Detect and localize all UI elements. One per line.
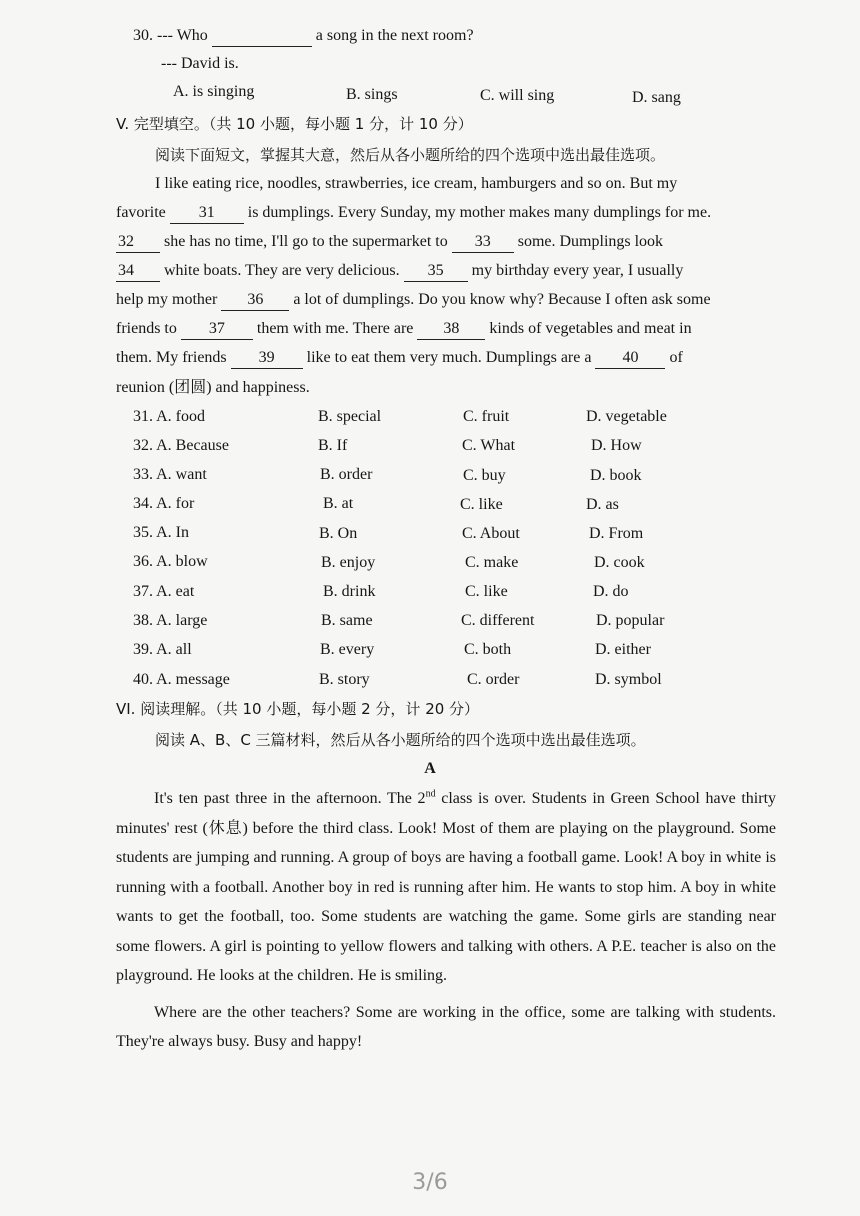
passage-line [116,203,711,224]
passage-line [116,319,692,340]
superscript: nd [425,788,436,800]
option-b: B. enjoy [321,554,376,571]
option-d: D. do [593,583,629,600]
option-b: B. story [319,671,370,688]
passage-line [116,348,683,369]
question-30-reply: --- David is. [161,55,239,72]
passage-line [116,290,711,311]
blank-34: 34 [116,261,160,282]
blank-35: 35 [404,261,468,282]
blank-37: 37 [181,319,253,340]
option-a: A. is singing [173,83,255,100]
option-d: D. vegetable [586,408,667,425]
text: white boats. They are very delicious. [164,262,400,279]
passage-line: I like eating rice, noodles, strawberries, ice cream, hamburgers and so on. But my [155,175,678,192]
option-c: C. like [460,496,503,513]
text: favorite [116,204,166,221]
option-a: 37. A. eat [133,583,195,600]
passage-line: reunion (团圆) and happiness. [116,379,310,396]
option-c: C. like [465,583,508,600]
section-vi-instruction: 阅读 A、B、C 三篇材料，然后从各小题所给的四个选项中选出最佳选项。 [155,731,646,749]
option-a: 33. A. want [133,466,207,483]
text: some. Dumplings look [517,233,664,250]
option-d: D. as [586,496,619,513]
section-vi-heading: VI. 阅读理解。（共 10 小题，每小题 2 分，计 20 分） [116,700,480,718]
question-text-rest: a song in the next room? [315,27,474,44]
option-c: C. order [467,671,520,688]
option-c: C. both [464,641,512,658]
question-text: --- Who [157,27,208,44]
option-a: 34. A. for [133,495,195,512]
text: It's ten past three in the afternoon. The 2 [154,790,426,807]
blank-33: 33 [452,232,514,253]
passage-label: A [424,760,436,777]
option-b: B. same [321,612,373,629]
option-b: B. special [318,408,382,425]
option-d: D. symbol [595,671,662,688]
option-c: C. fruit [463,408,510,425]
reading-passage-a [116,784,776,1057]
text: she has no time, I'll go to the supermarket to [164,233,448,250]
paragraph: Where are the other teachers? Some are working in the office, some are talking with students. They're always busy. Busy and happy! [116,1003,776,1050]
question-30 [133,26,474,47]
option-a: 32. A. Because [133,437,229,454]
text: is dumplings. Every Sunday, my mother makes many dumplings for me. [247,204,712,221]
text: a lot of dumplings. Do you know why? Because I often ask some [293,291,711,308]
option-a: 35. A. In [133,524,189,541]
option-a: 36. A. blow [133,553,208,570]
option-b: B. every [320,641,375,658]
blank-38: 38 [417,319,485,340]
option-a: 31. A. food [133,408,205,425]
option-d: D. either [595,641,651,658]
section-v-instruction: 阅读下面短文，掌握其大意，然后从各小题所给的四个选项中选出最佳选项。 [155,146,666,164]
blank-36: 36 [221,290,289,311]
option-b: B. drink [323,583,376,600]
option-c: C. What [462,437,516,454]
option-d: D. book [590,467,642,484]
question-number: 30. [133,27,153,44]
option-a: 40. A. message [133,671,230,688]
text: them with me. There are [256,320,414,337]
option-c: C. About [462,525,520,542]
text: my birthday every year, I usually [471,262,684,279]
option-b: B. sings [346,86,398,103]
option-c: C. make [465,554,519,571]
blank-40: 40 [595,348,665,369]
text: like to eat them very much. Dumplings are a [306,349,592,366]
option-d: D. sang [632,89,681,106]
option-d: D. popular [596,612,665,629]
option-b: B. order [320,466,373,483]
text: of [669,349,683,366]
blank-32: 32 [116,232,160,253]
text: help my mother [116,291,218,308]
option-b: B. On [319,525,358,542]
option-a: 38. A. large [133,612,208,629]
option-a: 39. A. all [133,641,192,658]
option-b: B. If [318,437,348,454]
page-indicator: 3/6 [412,1170,448,1195]
passage-line [116,261,683,282]
option-d: D. How [591,437,642,454]
answer-blank [212,26,312,47]
option-c: C. different [461,612,535,629]
option-d: D. From [589,525,644,542]
paragraph [116,784,776,991]
blank-39: 39 [231,348,303,369]
option-b: B. at [323,495,354,512]
text: class is over. Students in Green School have thirty minutes' rest (休息) before the third class. Look! Most of them are playing on the playground. Some students are jumping and running. A group of boys are having a football game. Look! A boy in white is running with a football. Another boy in red is running after him. He wants to stop him. A boy in white wants to get the football, too. Some students are watching the game. Some girls are standing near some flowers. A girl is pointing to yellow flowers and talking with others. A P.E. teacher is also on the playground. He looks at the children. He is smiling. [116,790,777,984]
passage-line [116,232,663,253]
text: kinds of vegetables and meat in [489,320,692,337]
option-d: D. cook [594,554,645,571]
section-v-heading: V. 完型填空。（共 10 小题，每小题 1 分，计 10 分） [116,115,473,133]
blank-31: 31 [170,203,244,224]
option-c: C. will sing [480,87,555,104]
option-c: C. buy [463,467,506,484]
text: them. My friends [116,349,227,366]
text: friends to [116,320,177,337]
